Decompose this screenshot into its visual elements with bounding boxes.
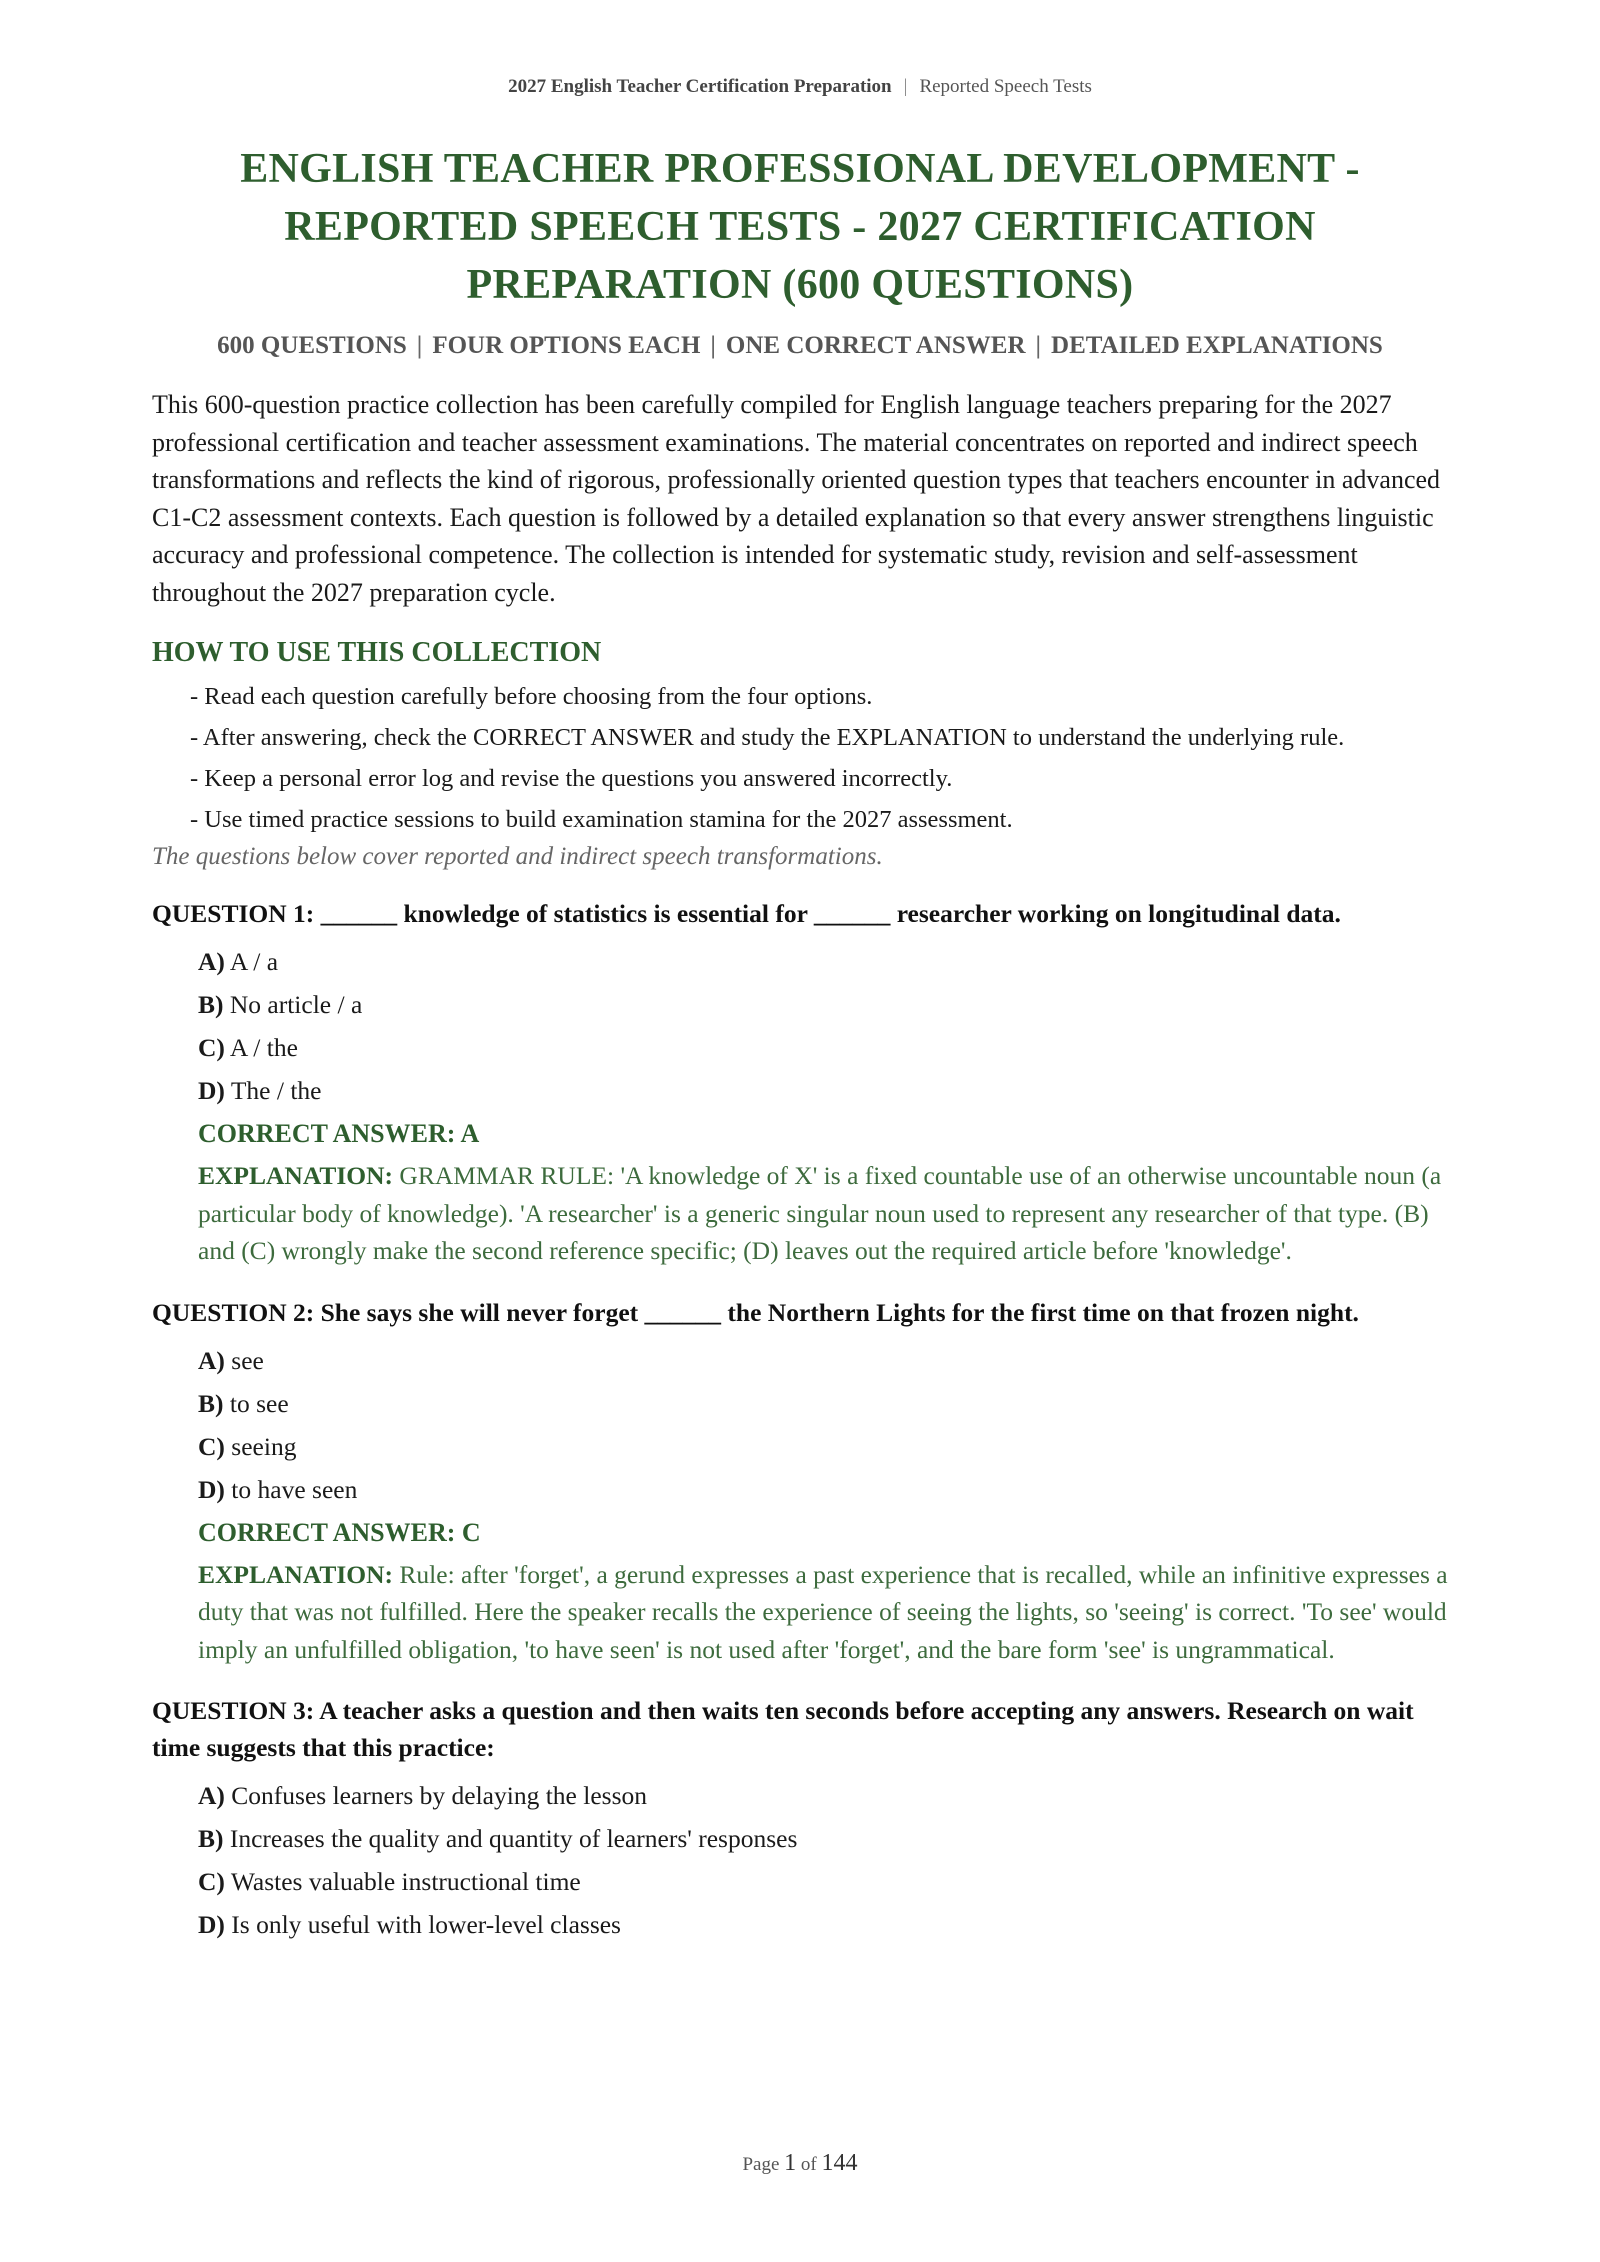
title-line: ENGLISH TEACHER PROFESSIONAL DEVELOPMENT - [240,146,1360,192]
option-letter: C) [198,1033,225,1062]
option-b [198,983,1448,1026]
option-text: Wastes valuable instructional time [230,1867,581,1896]
option-letter: D) [198,1910,225,1939]
running-head-left: 2027 English Teacher Certification Preparation [508,76,892,97]
option-text: A / a [229,947,279,976]
option-c [198,1026,1448,1069]
question-2 [152,1294,1448,1669]
option-text: Confuses learners by delaying the lesson [231,1781,647,1810]
explanation-text: Rule: after 'forget', a gerund expresses a past experience that is recalled, while an infinitive expresses a duty that was not fulfilled. Here the speaker recalls the experience of seeing the lights, so 'seeing' is correct. 'To see' would imply an unfulfilled obligation, 'to have seen' is not used after 'forget', and the bare form 'see' is ungrammatical. [198,1559,1448,1664]
option-text: to see [229,1388,289,1418]
option-text: A / the [229,1033,298,1062]
option-letter: B) [198,1388,224,1418]
option-c [198,1860,1448,1903]
option-letter: A) [198,947,225,976]
page-footer [0,2150,1600,2177]
option-letter: A) [198,1781,225,1810]
how-to-use-heading: HOW TO USE THIS COLLECTION [152,637,602,668]
answer-options [152,1774,1448,1946]
option-a [198,1339,1448,1382]
document-title [152,140,1448,314]
page-current: 1 [784,2150,797,2176]
answer-options [152,1339,1448,1511]
option-letter: B) [198,1824,224,1853]
how-to-use-list [152,679,1448,838]
correct-answer: CORRECT ANSWER: A [198,1119,480,1148]
subtitle-item: ONE CORRECT ANSWER [725,332,1026,359]
subtitle-item: 600 QUESTIONS [217,332,407,359]
option-letter: A) [198,1345,225,1375]
subtitle-separator: | [710,332,716,359]
explanation-label: EXPLANATION: [198,1161,394,1190]
option-text: to have seen [231,1474,358,1504]
option-letter: C) [198,1867,225,1896]
answer-options [152,940,1448,1112]
section-note: The questions below cover reported and indirect speech transformations. [152,843,883,870]
explanation [152,1556,1448,1669]
question-stem: QUESTION 2: She says she will never forget ______ the Northern Lights for the first time on that frozen night. [152,1297,1359,1327]
option-text: Is only useful with lower-level classes [231,1910,621,1939]
option-d [198,1069,1448,1112]
how-to-use-item: - Keep a personal error log and revise the questions you answered incorrectly. [190,765,953,792]
option-letter: D) [198,1474,225,1504]
question-3 [152,1692,1448,1946]
page-of-label: of [800,2154,817,2175]
option-b [198,1382,1448,1425]
correct-answer: CORRECT ANSWER: C [198,1517,481,1547]
running-head-separator: | [903,76,908,97]
subtitle-item: DETAILED EXPLANATIONS [1051,332,1383,359]
page-label: Page [742,2154,780,2175]
option-text: The / the [230,1076,322,1105]
question-stem: QUESTION 3: A teacher asks a question and then waits ten seconds before accepting any answers. Research on wait time suggests that this practice: [152,1696,1414,1762]
subtitle-separator: | [416,332,423,359]
how-to-use-item: - Read each question carefully before choosing from the four options. [190,683,873,710]
title-line: PREPARATION (600 QUESTIONS) [466,262,1134,308]
intro-paragraph: This 600-question practice collection has been carefully compiled for English language teachers preparing for the 2027 professional certification and teacher assessment examinations. The material concentrates on reported and indirect speech transformations and reflects the kind of rigorous, professionally oriented question types that teachers encounter in advanced C1-C2 assessment contexts. Each question is followed by a detailed explanation so that every answer strengthens linguistic accuracy and professional competence. The collection is intended for systematic study, revision and self-assessment throughout the 2027 preparation cycle. [152,390,1441,607]
running-head-right: Reported Speech Tests [919,76,1092,97]
how-to-use-item: - Use timed practice sessions to build examination stamina for the 2027 assessment. [190,806,1013,833]
subtitle-item: FOUR OPTIONS EACH [432,332,701,359]
option-letter: B) [198,990,224,1019]
explanation-label: EXPLANATION: [198,1559,394,1589]
running-head [152,0,1448,98]
document-subtitle [152,332,1448,360]
option-text: No article / a [229,990,363,1019]
subtitle-separator: | [1035,332,1042,359]
option-b [198,1817,1448,1860]
page-total: 144 [821,2150,858,2176]
option-text: Increases the quality and quantity of learners' responses [229,1824,798,1853]
how-to-use-item: - After answering, check the CORRECT ANSWER and study the EXPLANATION to understand the underlying rule. [190,724,1345,751]
option-letter: D) [198,1076,225,1105]
explanation [152,1157,1448,1270]
option-text: seeing [231,1431,297,1461]
explanation-text: GRAMMAR RULE: 'A knowledge of X' is a fixed countable use of an otherwise uncountable noun (a particular body of knowledge). 'A researcher' is a generic singular noun used to represent any researcher of that type. (B) and (C) wrongly make the second reference specific; (D) leaves out the required article before 'knowledge'. [198,1161,1442,1265]
option-letter: C) [198,1431,225,1461]
option-text: see [231,1345,264,1375]
question-1 [152,895,1448,1270]
option-a [198,940,1448,983]
option-c [198,1425,1448,1468]
option-d [198,1903,1448,1946]
option-a [198,1774,1448,1817]
option-d [198,1468,1448,1511]
title-line: REPORTED SPEECH TESTS - 2027 CERTIFICATION [284,204,1316,250]
question-stem: QUESTION 1: ______ knowledge of statistics is essential for ______ researcher working on longitudinal data. [152,899,1341,928]
